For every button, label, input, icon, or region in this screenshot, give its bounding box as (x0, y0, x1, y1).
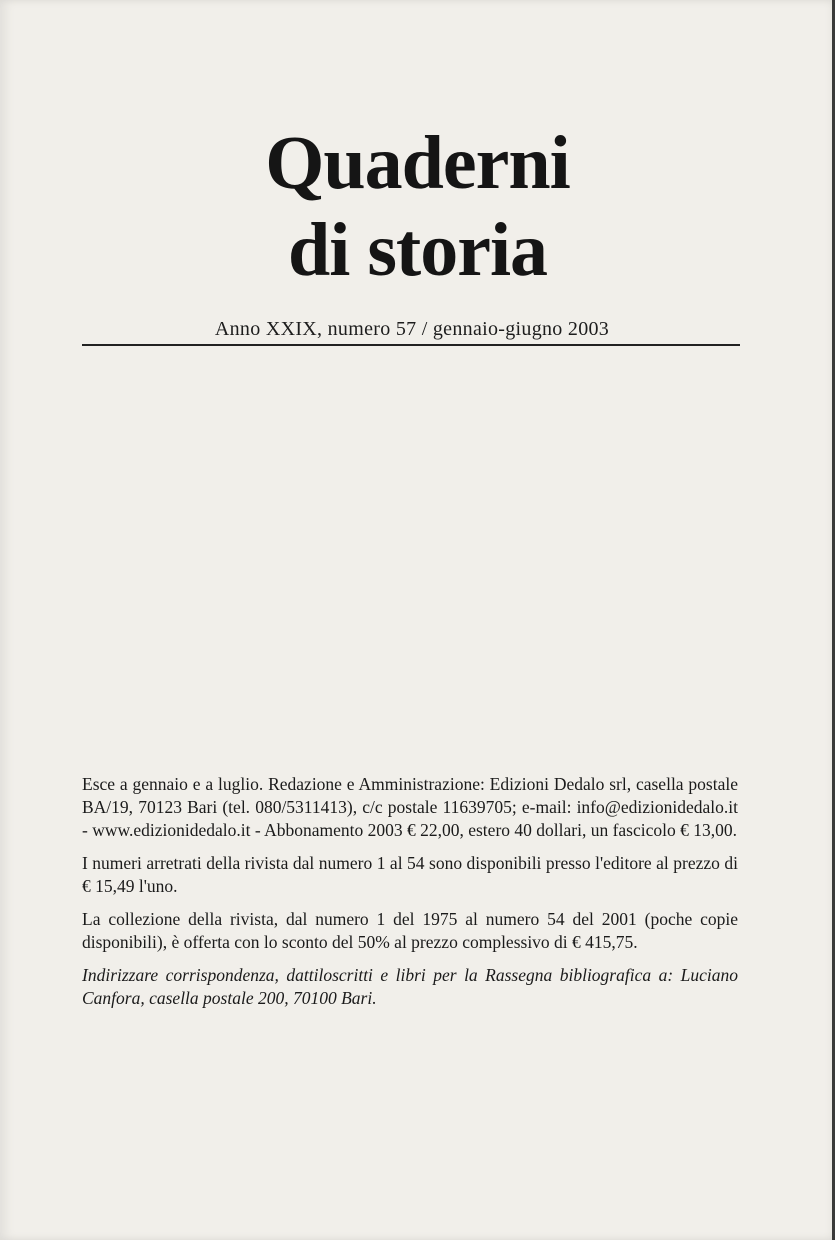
info-paragraph-correspondence: Indirizzare corrispondenza, dattiloscritti e libri per la Rassegna bibliografica a: Luciano Canfora, casella postale 200, 70100 Bari. (82, 965, 738, 1008)
divider-rule (82, 344, 740, 346)
info-paragraph-collection: La collezione della rivista, dal numero 1 del 1975 al numero 54 del 2001 (poche copie disponibili), è offerta con lo sconto del 50% al prezzo complessivo di € 415,75. (82, 909, 738, 952)
info-paragraph-back-issues: I numeri arretrati della rivista dal numero 1 al 54 sono disponibili presso l'editore al prezzo di € 15,49 l'uno. (82, 853, 738, 896)
publication-info (82, 773, 738, 1020)
journal-title-line1: Quaderni (265, 121, 570, 205)
issue-line: Anno XXIX, numero 57 / gennaio-giugno 2003 (214, 318, 610, 340)
journal-title-line2: di storia (287, 208, 548, 292)
info-paragraph-publisher: Esce a gennaio e a luglio. Redazione e Amministrazione: Edizioni Dedalo srl, casella postale BA/19, 70123 Bari (tel. 080/5311413), c/c postale 11639705; e-mail: info@edizionidedalo.it - www.edizionidedalo.it - Abbonamento 2003 € 22,00, estero 40 dollari, un fascicolo € 13,00. (82, 774, 738, 840)
